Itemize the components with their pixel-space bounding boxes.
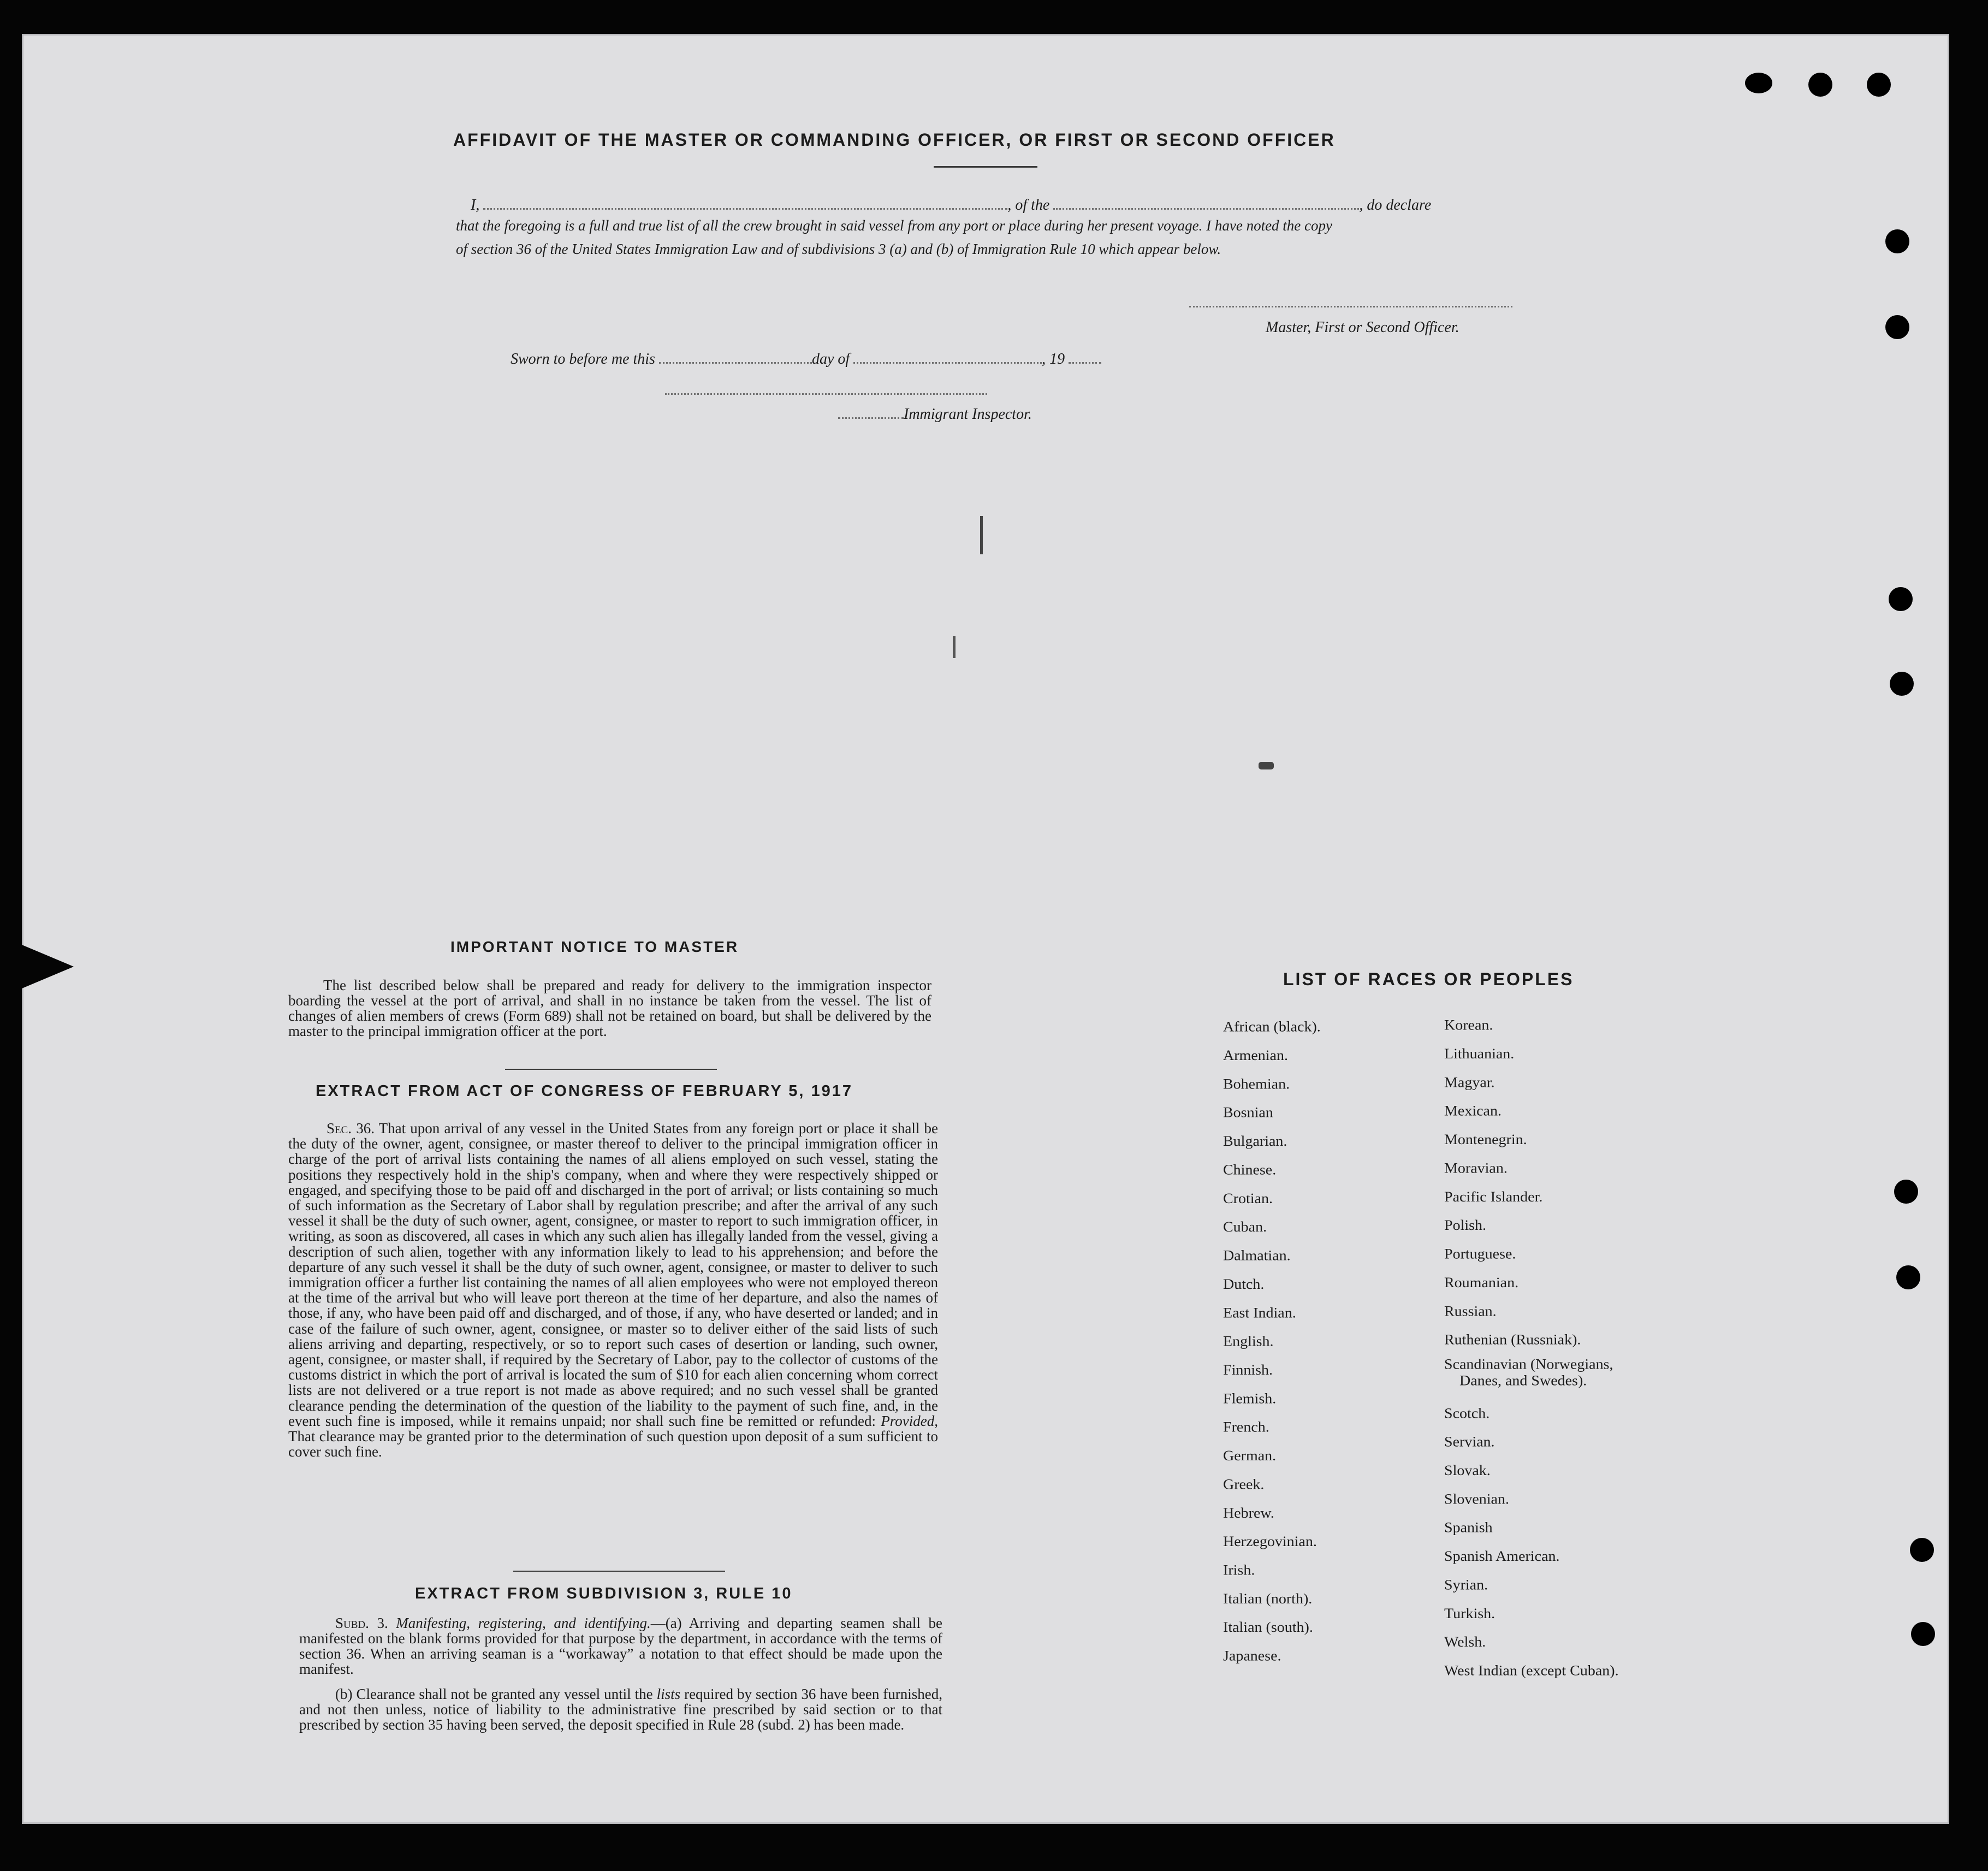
punch-hole xyxy=(1808,73,1832,97)
sworn-label: Sworn to before me this xyxy=(511,351,655,368)
section-36-label: Sec. 36. xyxy=(327,1120,375,1136)
race-item: Polish. xyxy=(1444,1217,1487,1234)
race-item: Bosnian xyxy=(1223,1105,1273,1121)
subd-b-start: (b) Clearance shall not be granted any vessel until the xyxy=(335,1686,653,1702)
affidavit-title-rule xyxy=(934,166,1037,168)
stray-mark xyxy=(980,516,983,554)
race-item: African (black). xyxy=(1223,1019,1321,1035)
race-item: Scotch. xyxy=(1444,1405,1490,1422)
race-item: Korean. xyxy=(1444,1017,1493,1034)
race-item: Moravian. xyxy=(1444,1161,1508,1177)
punch-hole xyxy=(1889,587,1913,611)
races-column-1 xyxy=(1223,1013,1321,1671)
subdivision-a xyxy=(299,1615,942,1677)
extract-act-title: EXTRACT FROM ACT OF CONGRESS OF FEBRUARY 5, 1917 xyxy=(316,1082,853,1100)
punch-hole xyxy=(1885,315,1909,339)
race-item: Russian. xyxy=(1444,1303,1497,1319)
race-item: Magyar. xyxy=(1444,1074,1495,1091)
torn-notch xyxy=(22,945,74,988)
lists-word: lists xyxy=(656,1686,681,1702)
races-column-2 xyxy=(1444,1011,1619,1685)
affidavit-line2: that the foregoing is a full and true list of all the crew brought in said vessel from any port or place during her present voyage. I have noted the copy xyxy=(456,217,1333,234)
race-item: Turkish. xyxy=(1444,1606,1496,1622)
subd-label: Subd. 3. xyxy=(335,1615,388,1631)
inspector-signature-field[interactable] xyxy=(665,393,987,395)
race-item: Spanish American. xyxy=(1444,1548,1560,1565)
race-item-cont: Danes, and Swedes). xyxy=(1459,1372,1587,1389)
race-item: Crotian. xyxy=(1223,1191,1273,1207)
race-item: Slovenian. xyxy=(1444,1491,1509,1507)
race-item: English. xyxy=(1223,1334,1274,1350)
year-label: , 19 xyxy=(1042,351,1065,368)
subd-a-text: —(a) Arriving and departing seamen shall be manifested on the blank forms provided for that purpose by the department, in accordance with the terms of section 36. When an arriving seaman is a “workaway” a notation to that effect should be made upon the manifest. xyxy=(299,1615,942,1677)
of-the-label: , of the xyxy=(1007,197,1050,214)
inspector-label: Immigrant Inspector. xyxy=(904,406,1032,423)
affidavit-title: AFFIDAVIT OF THE MASTER OR COMMANDING OFFICER, OR FIRST OR SECOND OFFICER xyxy=(453,130,1336,150)
subdivision-b xyxy=(299,1686,942,1732)
sworn-month-field[interactable] xyxy=(853,362,1042,364)
provided-word: Provided, xyxy=(881,1412,939,1429)
race-item: Armenian. xyxy=(1223,1047,1288,1064)
race-item: Pacific Islander. xyxy=(1444,1189,1543,1205)
race-item: Spanish xyxy=(1444,1520,1493,1536)
race-item: Dutch. xyxy=(1223,1276,1265,1293)
document-sheet xyxy=(22,34,1949,1824)
extract-rule-title: EXTRACT FROM SUBDIVISION 3, RULE 10 xyxy=(415,1585,793,1602)
race-item-text: Scandinavian (Norwegians, xyxy=(1444,1357,1613,1373)
race-item: Welsh. xyxy=(1444,1634,1486,1650)
punch-hole xyxy=(1885,229,1909,253)
race-item: East Indian. xyxy=(1223,1305,1296,1321)
sworn-line xyxy=(511,351,1101,368)
race-item: Mexican. xyxy=(1444,1103,1502,1120)
punch-hole xyxy=(1911,1622,1935,1646)
race-item: Bulgarian. xyxy=(1223,1133,1287,1150)
stray-mark xyxy=(1259,762,1274,769)
affidavit-line1 xyxy=(471,197,1431,214)
race-item: Bohemian. xyxy=(1223,1076,1290,1092)
notice-body: The list described below shall be prepared and ready for delivery to the immigration inspector boarding the vessel at the port of arrival, and shall in no instance be taken from the vessel. The list of changes of alien members of crews (Form 689) shall not be retained on board, but shall be delivered by the master to the principal immigration officer at the port. xyxy=(288,977,931,1039)
race-item: Finnish. xyxy=(1223,1362,1273,1378)
race-item: Dalmatian. xyxy=(1223,1248,1291,1264)
punch-hole xyxy=(1894,1180,1918,1204)
punch-hole xyxy=(1896,1265,1920,1289)
race-item: Irish. xyxy=(1223,1562,1255,1579)
day-of-label: day of xyxy=(811,351,850,368)
affidavit-line3: of section 36 of the United States Immigration Law and of subdivisions 3 (a) and (b) of Immigration Rule 10 which appear below. xyxy=(456,241,1221,257)
race-item: Herzegovinian. xyxy=(1223,1533,1317,1550)
inspector-line xyxy=(838,406,1032,423)
race-item: French. xyxy=(1223,1419,1269,1436)
master-signature-field[interactable] xyxy=(1189,306,1512,307)
subd-b-end: required by section 36 have been furnished, and not then unless, notice of liability to the administrative fine prescribed by said section or to that prescribed by section 35 having been served, the deposit specified in Rule 28 (subd. 2) has been made. xyxy=(299,1686,943,1733)
name-field[interactable] xyxy=(483,208,1007,210)
race-item: Syrian. xyxy=(1444,1577,1488,1593)
race-item: Cuban. xyxy=(1223,1219,1267,1235)
race-item: Slovak. xyxy=(1444,1463,1491,1479)
race-item: Montenegrin. xyxy=(1444,1132,1527,1148)
extract-act-body xyxy=(288,1121,938,1459)
punch-hole xyxy=(1867,73,1891,97)
race-item: German. xyxy=(1223,1448,1277,1464)
master-signature-label: Master, First or Second Officer. xyxy=(1266,319,1459,336)
race-item: Lithuanian. xyxy=(1444,1046,1515,1062)
section-36-tail: That clearance may be granted prior to the determination of such question upon deposit of a sum sufficient to cover such fine. xyxy=(288,1428,938,1460)
vessel-field[interactable] xyxy=(1053,208,1359,210)
declare-label: , do declare xyxy=(1359,197,1432,214)
section-36-text: That upon arrival of any vessel in the United States from any foreign port or place it shall be the duty of the owner, agent, consignee, or master thereof to deliver to the principal immigration officer in charge of the port of arrival lists containing the names of all aliens employed on such vessel, stating the positions they respectively hold in the ship's company, when and where they were respectively shipped or engaged, and specifying those to be paid off and discharged in the port of arrival; or lists containing so much of such information as the Secretary of Labor shall by regulation prescribe; and after the arrival of any such vessel it shall be the duty of such owner, agent, consignee, or master to report to such immigration officer, in writing, as soon as discovered, all cases in which any such alien has illegally landed from the vessel, giving a description of such alien, together with any information likely to lead to his apprehension; and before the departure of any such vessel it shall be the duty of such owner, agent, consignee, or master to deliver to such immigration officer a further list containing the names of all alien employees who were not employed thereon at the time of the arrival but who will leave port thereon at the time of her departure, and also the names of those, if any, who have been paid off and discharged, and of those, if any, who have deserted or landed; and in case of the failure of such owner, agent, consignee, or master so to deliver either of the said lists of such aliens arriving and departing, respectively, or so to report such cases of desertion or landing, such owner, agent, consignee, or master shall, if required by the Secretary of Labor, pay to the collector of customs of the customs district in which the port of arrival is located the sum of $10 for each alien concerning whom correct lists are not delivered or a true report is not made as above required; and no such vessel shall be granted clearance pending the determination of the question of the liability to the payment of such fine, and, in the event such fine is imposed, while it remains unpaid; nor shall such fine be remitted or refunded: xyxy=(288,1120,938,1429)
race-item xyxy=(1444,1354,1619,1399)
race-item: Chinese. xyxy=(1223,1162,1277,1179)
race-item: Ruthenian (Russniak). xyxy=(1444,1332,1581,1348)
race-item: Roumanian. xyxy=(1444,1275,1519,1291)
race-item: Italian (north). xyxy=(1223,1591,1313,1607)
extract-rule xyxy=(513,1571,725,1572)
punch-hole xyxy=(1890,672,1914,696)
subd-title: Manifesting, registering, and identifying. xyxy=(396,1615,651,1631)
race-item: Hebrew. xyxy=(1223,1505,1274,1521)
races-title: LIST OF RACES OR PEOPLES xyxy=(1283,969,1574,989)
stray-mark xyxy=(953,636,956,658)
race-item: Portuguese. xyxy=(1444,1246,1516,1263)
punch-hole xyxy=(1745,73,1772,93)
sworn-day-field[interactable] xyxy=(659,362,812,364)
race-item: West Indian (except Cuban). xyxy=(1444,1663,1619,1679)
race-item: Italian (south). xyxy=(1223,1619,1313,1636)
race-item: Servian. xyxy=(1444,1434,1495,1450)
notice-rule xyxy=(505,1069,717,1070)
race-item: Greek. xyxy=(1223,1476,1265,1493)
punch-hole xyxy=(1910,1538,1934,1562)
race-item: Flemish. xyxy=(1223,1390,1277,1407)
sworn-year-field[interactable] xyxy=(1069,362,1101,364)
inspector-prefix-field[interactable] xyxy=(838,417,904,419)
i-label: I, xyxy=(471,197,480,214)
notice-title: IMPORTANT NOTICE TO MASTER xyxy=(450,938,739,955)
race-item: Japanese. xyxy=(1223,1648,1281,1665)
